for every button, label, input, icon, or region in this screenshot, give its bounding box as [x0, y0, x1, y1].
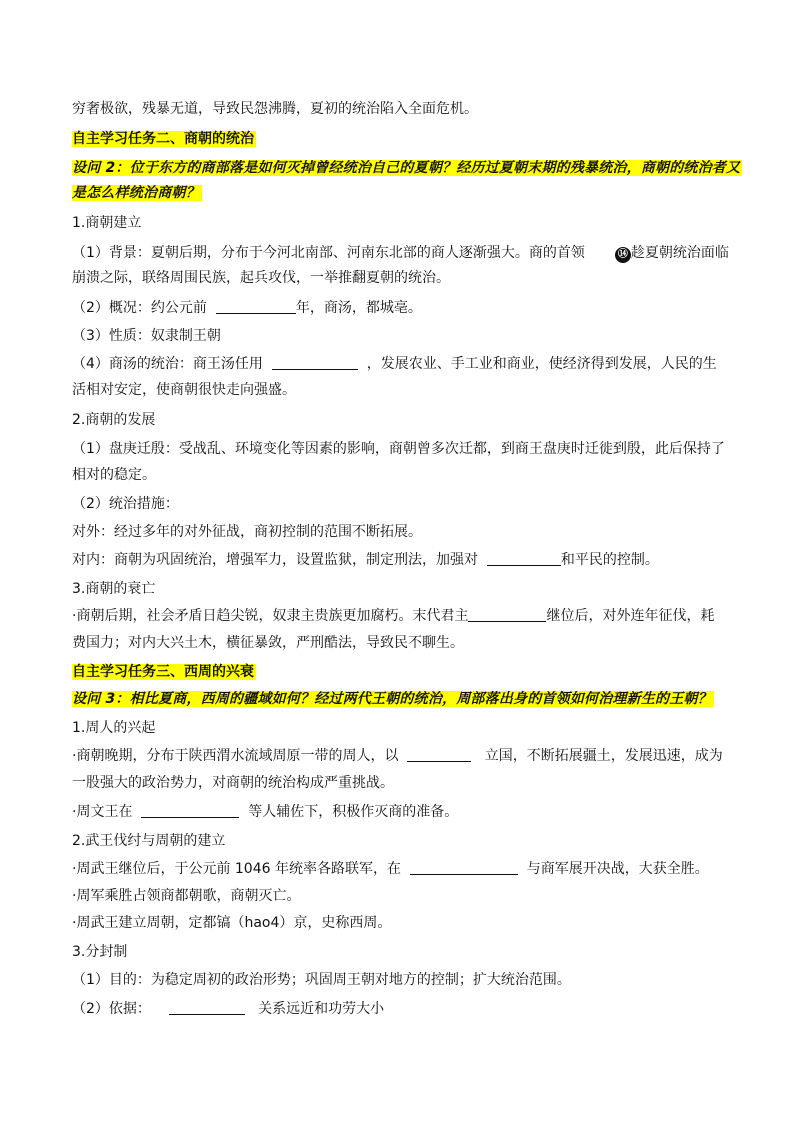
- fill-blank[interactable]: [272, 355, 358, 370]
- fill-blank[interactable]: [410, 860, 518, 875]
- subheading-fenfeng: 3.分封制: [72, 944, 128, 960]
- text-line: 一股强大的政治势力，对商朝的统治构成严重挑战。: [72, 775, 394, 791]
- subheading-shang-development: 2.商朝的发展: [72, 412, 156, 428]
- section-heading-task-2: 自主学习任务二、商朝的统治: [72, 131, 254, 147]
- fill-blank[interactable]: [407, 747, 471, 762]
- subheading-shang-founding: 1.商朝建立: [72, 215, 142, 231]
- question-2-line-1: 设问 2：位于东方的商部落是如何灭掉曾经统治自己的夏朝？经历过夏朝末期的残暴统治，商朝的统治者又: [72, 160, 741, 176]
- text-line: 活相对安定，使商朝很快走向强盛。: [72, 382, 296, 398]
- fill-blank[interactable]: [585, 245, 615, 259]
- text-line: ·周武王建立周朝，定都镐（hao4）京，史称西周。: [72, 915, 392, 931]
- text-line: （1）盘庚迁殷：受战乱、环境变化等因素的影响，商朝曾多次迁都，到商王盘庚时迁徙到殷，此后保持了: [72, 441, 725, 457]
- circled-number-marker: ⑭: [615, 247, 631, 263]
- question-3: 设问 3：相比夏商，西周的疆域如何？经过两代王朝的统治，周部落出身的首领如何治理新生的王朝？: [72, 691, 712, 707]
- text-line: 崩溃之际，联络周围民族，起兵攻伐，一举推翻夏朝的统治。: [72, 270, 450, 286]
- text-line: ·周军乘胜占领商都朝歌，商朝灭亡。: [72, 888, 301, 904]
- fill-blank[interactable]: [468, 607, 546, 622]
- text-line: ·周文王在 等人辅佐下，积极作灭商的准备。: [72, 804, 459, 820]
- text-line: 费国力；对内大兴土木，横征暴敛，严刑酷法，导致民不聊生。: [72, 635, 464, 651]
- fill-blank[interactable]: [487, 551, 561, 566]
- text-line: （2）依据： 关系远近和功劳大小: [72, 1001, 385, 1017]
- text-line: 相对的稳定。: [72, 467, 156, 483]
- subheading-zhou-founding: 2.武王伐纣与周朝的建立: [72, 833, 226, 849]
- fill-blank[interactable]: [169, 1000, 245, 1015]
- text-line: （2）统治措施：: [72, 496, 179, 512]
- text-line: （2）概况：约公元前 年，商汤，都城亳。: [72, 300, 422, 316]
- section-heading-task-3: 自主学习任务三、西周的兴衰: [72, 664, 254, 680]
- text-line: ·周武王继位后，于公元前 1046 年统率各路联军，在 与商军展开决战，大获全胜。: [72, 861, 709, 877]
- fill-blank[interactable]: [216, 299, 296, 314]
- text-line: ·商朝后期，社会矛盾日趋尖锐，奴隶主贵族更加腐朽。末代君主 继位后，对外连年征伐，耗: [72, 608, 715, 624]
- text-line: （3）性质：奴隶制王朝: [72, 328, 221, 344]
- text-line: （4）商汤的统治：商王汤任用 ，发展农业、手工业和商业，使经济得到发展，人民的生: [72, 356, 717, 372]
- subheading-zhou-rise: 1.周人的兴起: [72, 720, 156, 736]
- text-line: 对内：商朝为巩固统治，增强军力，设置监狱，制定刑法，加强对 和平民的控制。: [72, 552, 659, 568]
- text-line: 对外：经过多年的对外征战，商初控制的范围不断拓展。: [72, 524, 422, 540]
- text-line: ·商朝晚期，分布于陕西渭水流域周原一带的周人，以 立国，不断拓展疆土，发展迅速，成为: [72, 748, 723, 764]
- question-2-line-2: 是怎么样统治商朝？: [72, 185, 200, 201]
- subheading-shang-decline: 3.商朝的衰亡: [72, 581, 156, 597]
- fill-blank[interactable]: [141, 803, 239, 818]
- text-line: （1）背景：夏朝后期，分布于今河北南部、河南东北部的商人逐渐强大。商的首领 ⑭ 趁夏朝统治面临: [72, 245, 729, 261]
- text-line: 穷奢极欲，残暴无道，导致民怨沸腾，夏初的统治陷入全面危机。: [72, 101, 478, 117]
- text-line: （1）目的：为稳定周初的政治形势；巩固周王朝对地方的控制；扩大统治范围。: [72, 972, 571, 988]
